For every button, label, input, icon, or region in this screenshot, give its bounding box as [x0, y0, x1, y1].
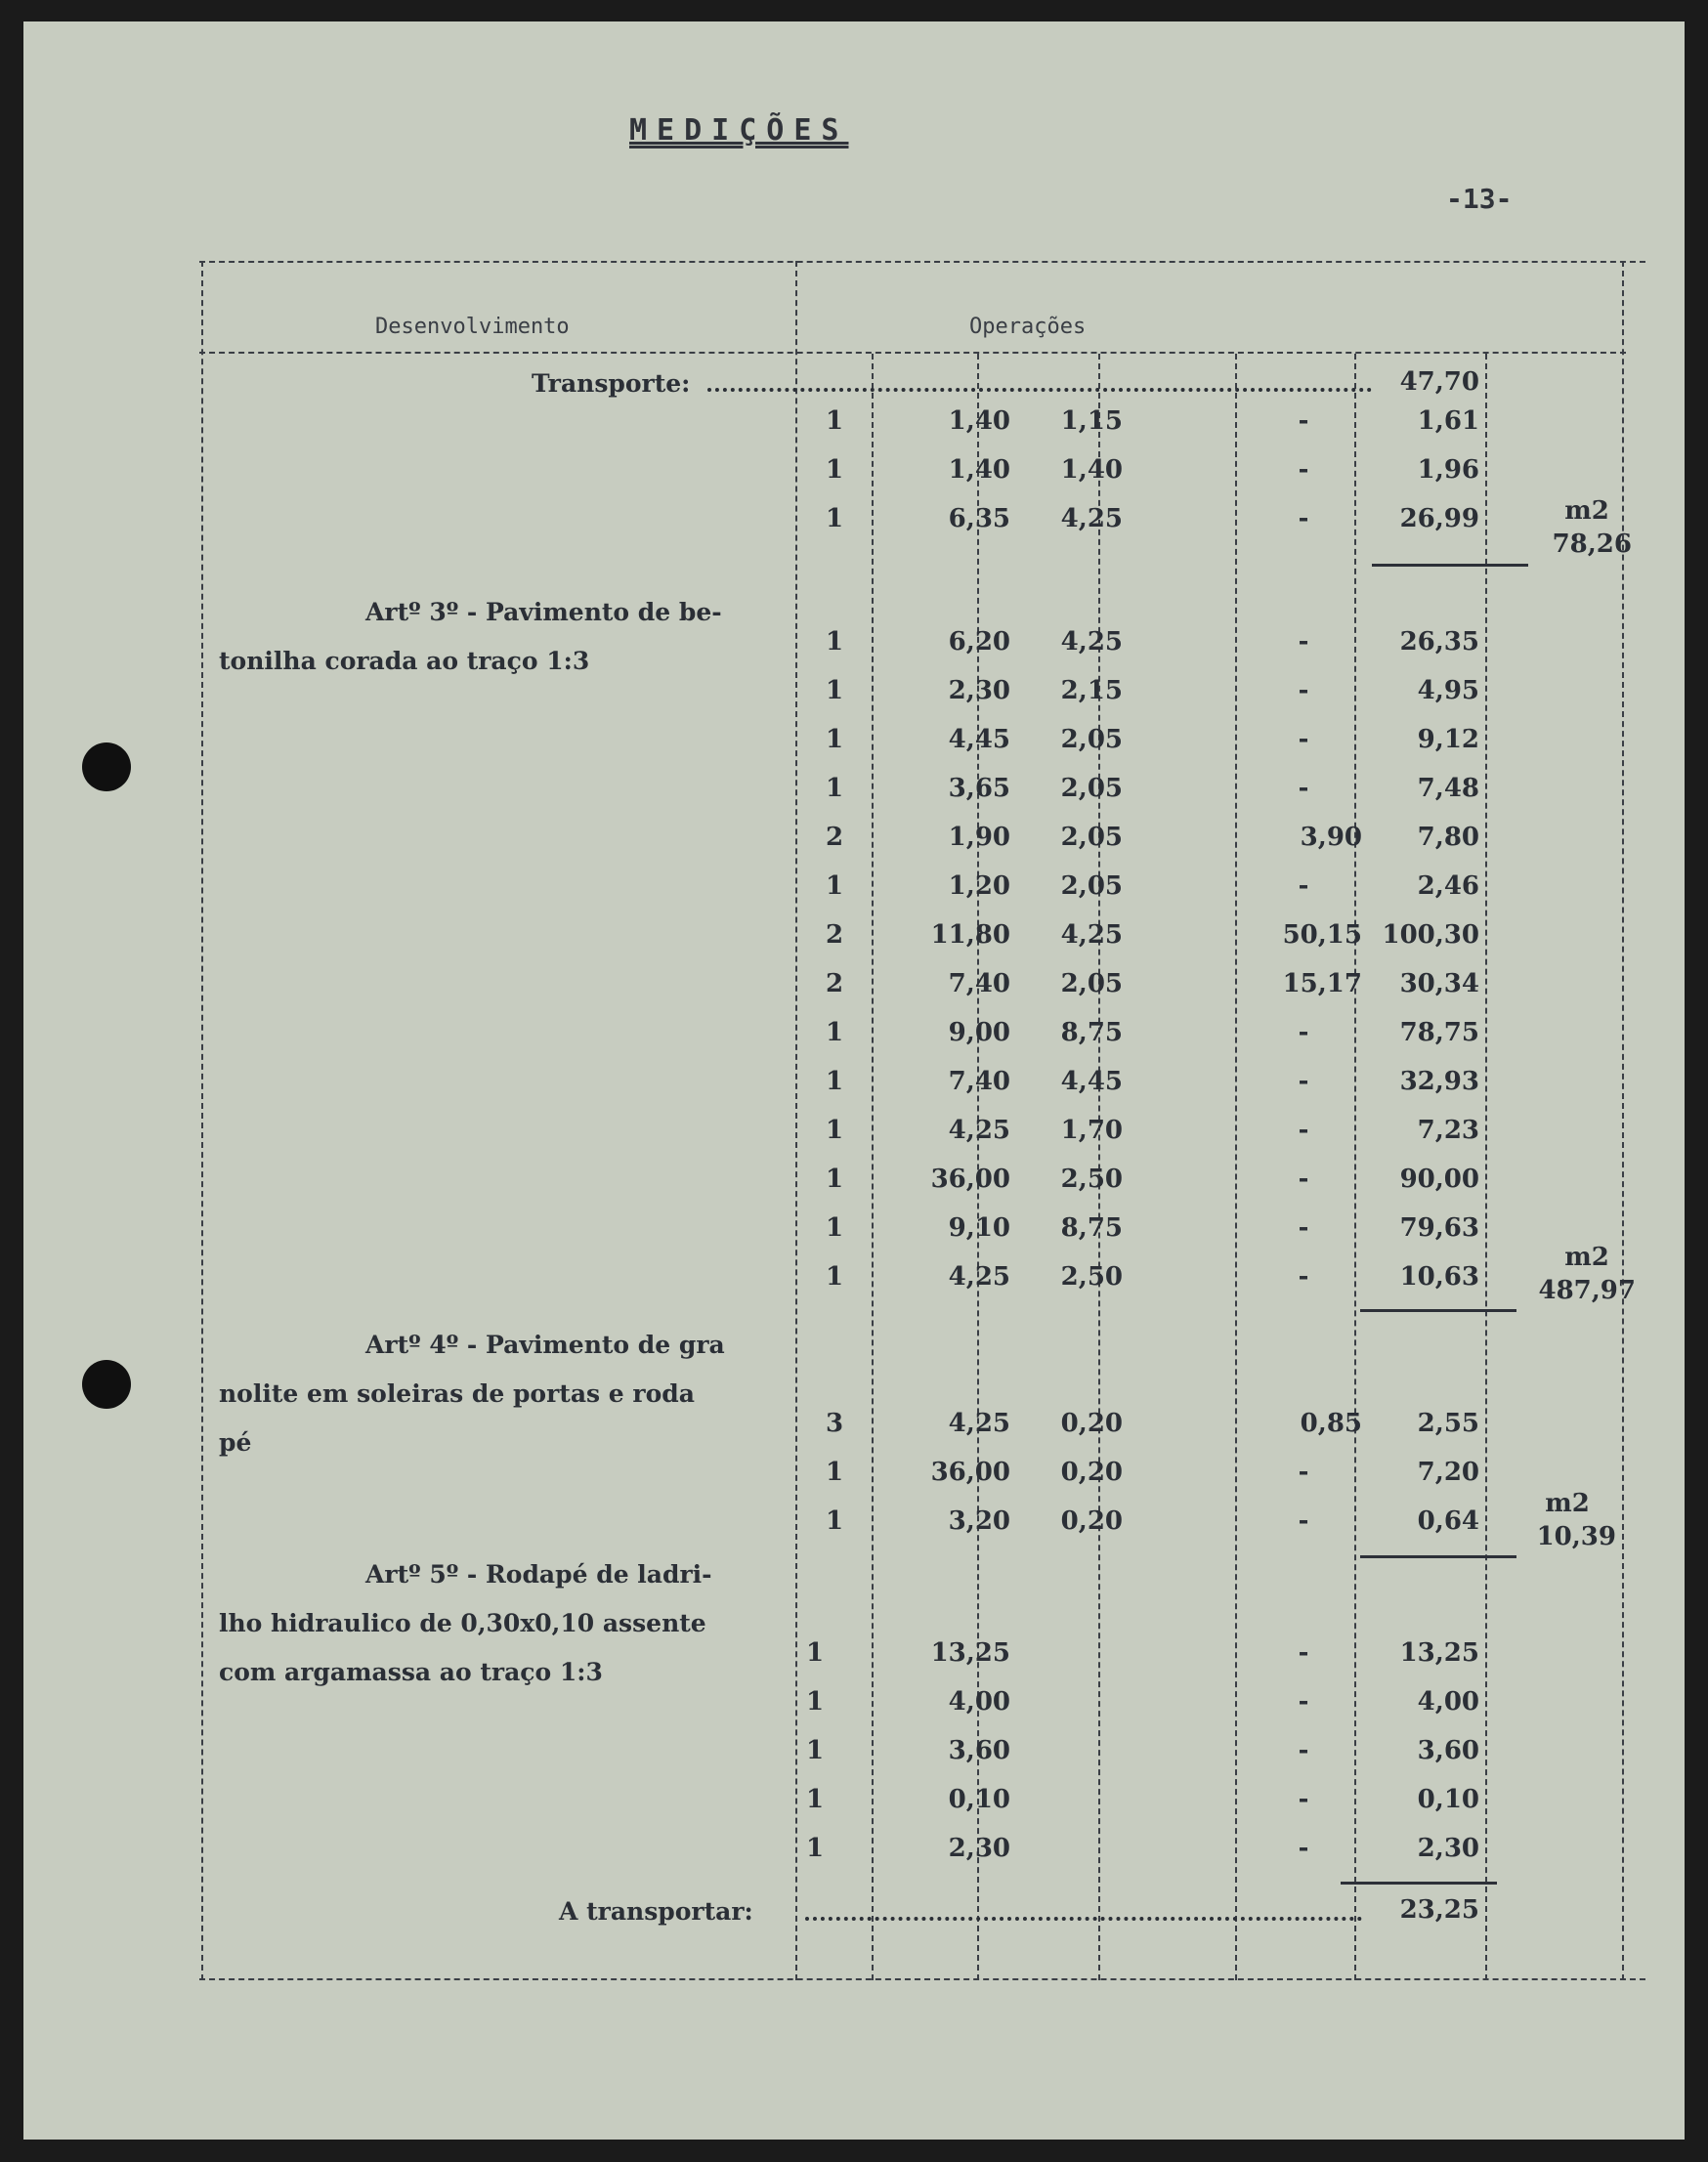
factor-cell: -: [1298, 871, 1309, 901]
dim-b-cell: 2,05: [1060, 871, 1123, 901]
dim-a-cell: 6,35: [948, 504, 1010, 533]
result-cell: 32,93: [1399, 1067, 1479, 1096]
qty-cell: 1: [825, 1116, 844, 1145]
art4-line3: pé: [219, 1428, 252, 1457]
factor-cell: -: [1298, 676, 1309, 705]
factor-cell: -: [1298, 455, 1309, 485]
result-cell: 90,00: [1399, 1165, 1479, 1194]
qty-cell: 1: [825, 871, 844, 901]
factor-cell: -: [1298, 1018, 1309, 1047]
art3-line1: Artº 3º - Pavimento de be-: [365, 598, 722, 626]
factor-cell: -: [1298, 1165, 1309, 1194]
dim-a-cell: 1,90: [948, 823, 1010, 852]
qty-cell: 1: [805, 1834, 825, 1863]
dim-a-cell: 3,65: [948, 774, 1010, 803]
dim-b-cell: 2,05: [1060, 774, 1123, 803]
qty-cell: 1: [825, 1165, 844, 1194]
art4-line2: nolite em soleiras de portas e roda: [219, 1379, 695, 1408]
art5-line1: Artº 5º - Rodapé de ladri-: [365, 1560, 712, 1589]
dim-a-cell: 1,20: [948, 871, 1010, 901]
dim-b-cell: 4,45: [1060, 1067, 1123, 1096]
qty-cell: 1: [825, 1213, 844, 1243]
dim-b-cell: 2,50: [1060, 1165, 1123, 1194]
dim-a-cell: 2,30: [948, 676, 1010, 705]
result-cell: 9,12: [1417, 725, 1479, 754]
column-divider: [1485, 354, 1487, 1980]
dim-a-cell: 9,00: [948, 1018, 1010, 1047]
subtotal-unit: m2: [1564, 1243, 1609, 1272]
result-cell: 30,34: [1399, 969, 1479, 998]
factor-cell: -: [1298, 1687, 1309, 1717]
subtotal-value: 487,97: [1538, 1276, 1636, 1305]
dim-b-cell: 4,25: [1060, 920, 1123, 950]
result-cell: 7,20: [1417, 1458, 1479, 1487]
dim-a-cell: 4,25: [948, 1262, 1010, 1292]
factor-cell: -: [1298, 1506, 1309, 1536]
factor-cell: -: [1298, 1262, 1309, 1292]
factor-cell: -: [1298, 1638, 1309, 1668]
factor-cell: -: [1298, 774, 1309, 803]
dim-a-cell: 4,00: [948, 1687, 1010, 1717]
dim-b-cell: 8,75: [1060, 1018, 1123, 1047]
measurements-table: [23, 21, 1685, 2140]
result-cell: 2,55: [1417, 1409, 1479, 1438]
art5-line2: lho hidraulico de 0,30x0,10 assente: [219, 1609, 706, 1637]
dim-b-cell: 0,20: [1060, 1458, 1123, 1487]
qty-cell: 2: [825, 823, 844, 852]
qty-cell: 3: [825, 1409, 844, 1438]
art3-line2: tonilha corada ao traço 1:3: [219, 647, 590, 675]
factor-cell: -: [1298, 1736, 1309, 1765]
qty-cell: 1: [825, 406, 844, 436]
result-cell: 0,64: [1417, 1506, 1479, 1536]
result-cell: 3,60: [1417, 1736, 1479, 1765]
result-cell: 7,23: [1417, 1116, 1479, 1145]
dim-a-cell: 1,40: [948, 406, 1010, 436]
dim-a-cell: 36,00: [930, 1458, 1010, 1487]
dim-a-cell: 3,20: [948, 1506, 1010, 1536]
dim-b-cell: 1,40: [1060, 455, 1123, 485]
qty-cell: 2: [825, 920, 844, 950]
qty-cell: 1: [825, 725, 844, 754]
factor-cell: -: [1298, 1458, 1309, 1487]
subtotal-rule: [1372, 564, 1528, 567]
factor-cell: -: [1298, 1213, 1309, 1243]
factor-cell: -: [1298, 725, 1309, 754]
dim-a-cell: 4,45: [948, 725, 1010, 754]
dim-b-cell: 2,05: [1060, 823, 1123, 852]
qty-cell: 1: [825, 455, 844, 485]
result-cell: 2,46: [1417, 871, 1479, 901]
dim-a-cell: 7,40: [948, 1067, 1010, 1096]
subtotal-rule: [1360, 1555, 1516, 1558]
subtotal-unit: m2: [1564, 496, 1609, 526]
dim-b-cell: 0,20: [1060, 1409, 1123, 1438]
dim-a-cell: 11,80: [930, 920, 1010, 950]
a-transportar-label: A transportar:: [559, 1897, 753, 1926]
factor-cell: -: [1298, 1067, 1309, 1096]
qty-cell: 1: [825, 1067, 844, 1096]
result-cell: 0,10: [1417, 1785, 1479, 1814]
factor-cell: 15,17: [1282, 969, 1362, 998]
leader-dots: [805, 1917, 1362, 1921]
dim-b-cell: 0,20: [1060, 1506, 1123, 1536]
dim-b-cell: 2,15: [1060, 676, 1123, 705]
result-cell: 26,35: [1399, 627, 1479, 657]
factor-cell: -: [1298, 504, 1309, 533]
dim-a-cell: 13,25: [930, 1638, 1010, 1668]
result-cell: 79,63: [1399, 1213, 1479, 1243]
table-bottom-border: [199, 1978, 1645, 1980]
subtotal-value: 10,39: [1536, 1522, 1616, 1551]
qty-cell: 1: [825, 504, 844, 533]
factor-cell: -: [1298, 1116, 1309, 1145]
dim-a-cell: 36,00: [930, 1165, 1010, 1194]
transporte-value: 47,70: [1399, 367, 1479, 397]
dim-a-cell: 6,20: [948, 627, 1010, 657]
dim-b-cell: 1,15: [1060, 406, 1123, 436]
result-cell: 1,61: [1417, 406, 1479, 436]
dim-a-cell: 2,30: [948, 1834, 1010, 1863]
result-cell: 7,48: [1417, 774, 1479, 803]
column-divider: [872, 354, 874, 1980]
subtotal-unit: m2: [1545, 1489, 1590, 1518]
factor-cell: -: [1298, 1785, 1309, 1814]
dim-a-cell: 4,25: [948, 1409, 1010, 1438]
art4-line1: Artº 4º - Pavimento de gra: [365, 1331, 725, 1359]
column-header-ops: Operações: [969, 315, 1087, 339]
qty-cell: 1: [825, 676, 844, 705]
table-top-border: [199, 261, 1645, 263]
result-cell: 1,96: [1417, 455, 1479, 485]
factor-cell: -: [1298, 406, 1309, 436]
qty-cell: 1: [825, 1018, 844, 1047]
qty-cell: 1: [825, 1506, 844, 1536]
qty-cell: 2: [825, 969, 844, 998]
page-number: -13-: [1446, 183, 1513, 215]
transporte-label: Transporte:: [532, 369, 691, 398]
dim-a-cell: 3,60: [948, 1736, 1010, 1765]
column-divider: [795, 261, 797, 1980]
dim-a-cell: 4,25: [948, 1116, 1010, 1145]
a-transportar-value: 23,25: [1399, 1895, 1479, 1925]
dim-a-cell: 1,40: [948, 455, 1010, 485]
result-cell: 78,75: [1399, 1018, 1479, 1047]
dim-b-cell: 2,05: [1060, 969, 1123, 998]
dim-b-cell: 1,70: [1060, 1116, 1123, 1145]
subtotal-rule: [1341, 1882, 1497, 1885]
qty-cell: 1: [805, 1785, 825, 1814]
column-header-desc: Desenvolvimento: [375, 315, 570, 339]
qty-cell: 1: [805, 1736, 825, 1765]
result-cell: 4,00: [1417, 1687, 1479, 1717]
result-cell: 13,25: [1399, 1638, 1479, 1668]
qty-cell: 1: [825, 774, 844, 803]
result-cell: 26,99: [1399, 504, 1479, 533]
document-page: [23, 21, 1685, 2140]
factor-cell: 0,85: [1300, 1409, 1362, 1438]
result-cell: 100,30: [1382, 920, 1479, 950]
dim-b-cell: 2,50: [1060, 1262, 1123, 1292]
qty-cell: 1: [805, 1687, 825, 1717]
factor-cell: -: [1298, 627, 1309, 657]
column-divider: [1235, 354, 1237, 1980]
result-cell: 10,63: [1399, 1262, 1479, 1292]
result-cell: 7,80: [1417, 823, 1479, 852]
result-cell: 2,30: [1417, 1834, 1479, 1863]
subtotal-value: 78,26: [1552, 530, 1632, 559]
table-left-border: [201, 261, 203, 1980]
factor-cell: 50,15: [1282, 920, 1362, 950]
header-separator: [199, 352, 1626, 354]
dim-b-cell: 4,25: [1060, 504, 1123, 533]
dim-b-cell: 8,75: [1060, 1213, 1123, 1243]
dim-a-cell: 0,10: [948, 1785, 1010, 1814]
qty-cell: 1: [805, 1638, 825, 1668]
subtotal-rule: [1360, 1309, 1516, 1312]
dim-b-cell: 4,25: [1060, 627, 1123, 657]
page-title: MEDIÇÕES: [629, 113, 849, 148]
factor-cell: -: [1298, 1834, 1309, 1863]
qty-cell: 1: [825, 1262, 844, 1292]
qty-cell: 1: [825, 1458, 844, 1487]
dim-b-cell: 2,05: [1060, 725, 1123, 754]
result-cell: 4,95: [1417, 676, 1479, 705]
leader-dots: [707, 388, 1372, 392]
dim-a-cell: 9,10: [948, 1213, 1010, 1243]
dim-a-cell: 7,40: [948, 969, 1010, 998]
factor-cell: 3,90: [1300, 823, 1362, 852]
qty-cell: 1: [825, 627, 844, 657]
art5-line3: com argamassa ao traço 1:3: [219, 1658, 603, 1686]
